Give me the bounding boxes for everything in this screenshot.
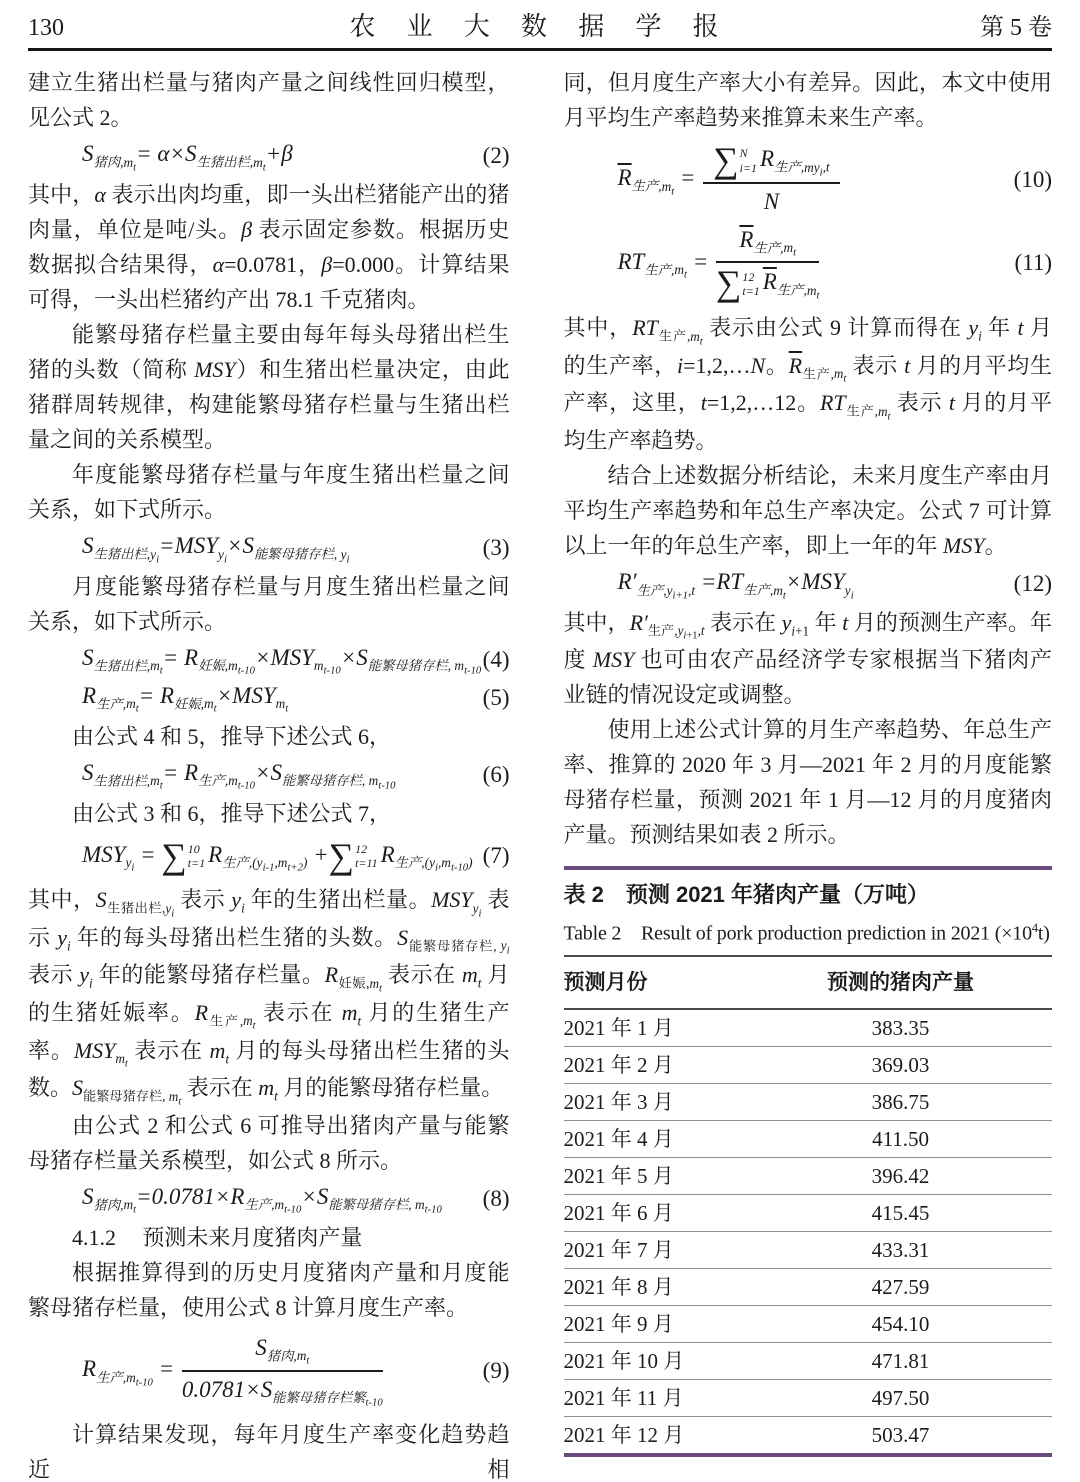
right-column <box>564 65 1053 1482</box>
table-cell-value: 433.31 <box>871 1238 930 1263</box>
equation-9-body: $R_{生产,m_{t-10}}$ = $\frac{S_{猪肉,m_t}}{0.0781\times S_{能繁母猪存栏繁_{t-10}}}$ <box>82 1334 383 1409</box>
table-cell-value: 396.42 <box>871 1164 930 1189</box>
table-cell-month: 2021 年 5 月 <box>563 1164 674 1189</box>
equation-6-number: (6) <box>482 761 510 787</box>
equation-6 <box>28 758 510 792</box>
section-heading-4-1-2 <box>28 1220 510 1255</box>
table-cell-month: 2021 年 11 月 <box>563 1386 684 1411</box>
table-cell-month: 2021 年 7 月 <box>563 1238 674 1263</box>
paragraph: 由公式 2 和公式 6 可推导出猪肉产量与能繁母猪存栏量关系模型，如公式 8 所示。 <box>28 1112 510 1173</box>
paragraph: 同，但月度生产率大小有差异。因此，本文中使用月平均生产率趋势来推算未来生产率。 <box>563 70 1052 130</box>
equation-12-number: (12) <box>1013 570 1052 596</box>
table-row <box>564 1232 1053 1269</box>
section-number: 4.1.2 <box>72 1224 116 1250</box>
paragraph: 根据推算得到的历史月度猪肉产量和月度能繁母猪存栏量，使用公式 8 计算月度生产率。 <box>28 1259 510 1320</box>
table-header-value: 预测的猪肉产量 <box>827 971 975 995</box>
table-2 <box>564 866 1053 1457</box>
table-cell-value: 383.35 <box>871 1016 930 1041</box>
equation-10 <box>564 140 1053 217</box>
equation-11-number: (11) <box>1014 250 1052 276</box>
table-row <box>564 1158 1053 1195</box>
equation-8-number: (8) <box>482 1185 510 1211</box>
table-cell-value: 386.75 <box>871 1090 930 1115</box>
table-row <box>564 1269 1053 1306</box>
table-cell-month: 2021 年 9 月 <box>563 1312 674 1337</box>
equation-7-body: $MSY_{y_i}$ = ∑ 10 t=1 $R_{生产,(y_{i-1},m_{t+2})}$ + ∑ 12 t=11 $R_{生产,(y_i,m_{t-10})}$ <box>82 835 473 876</box>
table-row <box>564 1121 1053 1158</box>
equation-7-number: (7) <box>482 843 510 869</box>
equation-12-body: $R'_{生产,y_{i+1},t} =RT_{生产,m_t}\times MSY_{y_i}$ <box>617 568 854 602</box>
table-row <box>564 1010 1053 1047</box>
pork-table-rows <box>564 1010 1053 1453</box>
table-cell-value: 471.81 <box>871 1349 930 1374</box>
equation-9-number: (9) <box>482 1357 510 1383</box>
journal-title: 农 业 大 数 据 学 报 <box>349 11 731 41</box>
paragraph: 其中，$RT_{生产,m_t}$ 表示由公式 9 计算而得在 $y_i$ 年 t 月的生产率，i=1,2,…N。$\overline{R}_{生产,m_t}$ 表示 t 月的月平均生产率，这里，t=1,2,…12。$RT_{生产,m_t}$ 表示 t 月的月平均生产率趋势。 <box>563 315 1052 453</box>
paragraph: 计算结果发现，每年月度生产率变化趋势趋近相 <box>28 1421 510 1482</box>
two-column-body <box>28 65 1052 1482</box>
table-cell-value: 503.47 <box>871 1423 930 1448</box>
paragraph: 其中，$R'_{生产,y_{i+1},t}$ 表示在 $y_{i+1}$ 年 t 月的预测生产率。年度 MSY 也可由农产品经济学专家根据当下猪肉产业链的情况设定或调整。 <box>563 609 1052 708</box>
table-cell-month: 2021 年 6 月 <box>563 1201 674 1226</box>
head-rule <box>28 48 1052 51</box>
equation-3-number: (3) <box>482 534 510 560</box>
equation-8-body: $S_{猪肉,m_t}=0.0781\times R_{生产,m_{t-10}}\times S_{能繁母猪存栏, m_{t-10}}$ <box>82 1183 442 1217</box>
paragraph: 年度能繁母猪存栏量与年度生猪出栏量之间关系，如下式所示。 <box>28 461 510 522</box>
paragraph: 月度能繁母猪存栏量与月度生猪出栏量之间关系，如下式所示。 <box>28 573 510 634</box>
table-cell-value: 369.03 <box>871 1053 930 1078</box>
table-row <box>564 1084 1053 1121</box>
table-cell-month: 2021 年 10 月 <box>563 1349 685 1374</box>
volume-number: 第 5 卷 <box>980 15 1052 41</box>
table-cell-month: 2021 年 2 月 <box>563 1053 674 1078</box>
running-head <box>28 6 1052 44</box>
equation-12 <box>564 567 1053 601</box>
equation-4-number: (4) <box>482 646 510 672</box>
table-caption-zh: 表 2 预测 2021 年猪肉产量（万吨） <box>563 882 930 908</box>
equation-5 <box>28 681 510 715</box>
section-title: 预测未来月度猪肉产量 <box>142 1224 363 1250</box>
equation-2-number: (2) <box>482 143 510 169</box>
table-header-row <box>564 955 1053 1010</box>
equation-4 <box>28 643 510 677</box>
equation-4-body: $S_{生猪出栏,m_t}= R_{妊娠,m_{t-10}}\times MSY_{m_{t-10}}\times S_{能繁母猪存栏, m_{t-10}}$ <box>82 644 482 678</box>
equation-11-body: $RT_{生产,m_t}$ = $\overline{R}_{生产,m_t}$ ∑ 12 t=1 $\overline{R}_{生产,m_t}$ <box>617 226 820 304</box>
table-cell-value: 497.50 <box>871 1386 930 1411</box>
left-column <box>28 65 510 1482</box>
paragraph: 使用上述公式计算的月生产率趋势、年总生产率、推算的 2020 年 3 月—2021 年 2 月的月度能繁母猪存栏量，预测 2021 年 1 月—12 月的月度猪肉产量。预测结果如表 2 所示。 <box>563 717 1052 848</box>
equation-2 <box>28 139 510 173</box>
table-row <box>564 1195 1053 1232</box>
paragraph: 结合上述数据分析结论，未来月度生产率由月平均生产率趋势和年总生产率决定。公式 7 可计算以上一年的年总生产率，即上一年的年 MSY。 <box>563 462 1052 558</box>
table-row <box>564 1343 1053 1380</box>
table-cell-month: 2021 年 12 月 <box>563 1423 685 1448</box>
table-cell-value: 411.50 <box>872 1127 930 1152</box>
table-cell-month: 2021 年 1 月 <box>563 1016 674 1041</box>
equation-3 <box>28 531 510 565</box>
table-header-month: 预测月份 <box>563 971 648 995</box>
table-row <box>564 1306 1053 1343</box>
table-cell-month: 2021 年 3 月 <box>563 1090 674 1115</box>
table-cell-month: 2021 年 4 月 <box>563 1127 674 1152</box>
equation-5-number: (5) <box>482 684 510 710</box>
paragraph: 由公式 4 和 5，推导下述公式 6， <box>72 723 392 749</box>
equation-2-body: $S_{猪肉,m_t}= \alpha\times S_{生猪出栏,m_t}+\beta$ <box>82 141 293 174</box>
table-row <box>564 1417 1053 1453</box>
table-row <box>564 1380 1053 1417</box>
equation-10-body: $\overline{R}_{生产,m_t}$ = ∑ N i=1 $R_{生产,my_i,t}$ N <box>618 143 842 217</box>
equation-6-body: $S_{生猪出栏,m_t}= R_{生产,m_{t-10}}\times S_{能繁母猪存栏, m_{t-10}}$ <box>82 759 396 792</box>
equation-11 <box>564 225 1053 303</box>
table-row <box>564 1047 1053 1084</box>
equation-9 <box>28 1333 510 1409</box>
equation-5-body: $R_{生产,m_t}= R_{妊娠,m_t}\times MSY_{m_t}$ <box>82 682 289 716</box>
table-cell-value: 415.45 <box>871 1201 930 1226</box>
equation-3-body: $S_{生猪出栏,y_i}=MSY_{y_i}\times S_{能繁母猪存栏, y_i}$ <box>82 532 350 566</box>
equation-8 <box>28 1182 510 1216</box>
paragraph: 由公式 3 和 6，推导下述公式 7， <box>72 800 392 826</box>
page-number: 130 <box>28 15 64 41</box>
table-cell-value: 454.10 <box>871 1312 930 1337</box>
table-cell-value: 427.59 <box>871 1275 930 1300</box>
table-cell-month: 2021 年 8 月 <box>563 1275 674 1300</box>
paragraph: 其中，$S_{生猪出栏,y_i}$ 表示 $y_i$ 年的生猪出栏量。$MSY_{y_i}$ 表示 $y_i$ 年的每头母猪出栏生猪的头数。$S_{能繁母猪存栏, y_i}$ 表示 $y_i$ 年的能繁母猪存栏量。$R_{妊娠,m_t}$ 表示在 $m_t$ 月的生猪妊娠率。$R_{生产,m_t}$ 表示在 $m_t$ 月的生猪生产率。$MSY_{m_t}$ 表示在 $m_t$ 月的每头母猪出栏生猪的头数。$S_{能繁母猪存栏, m_t}$ 表示在 $m_t$ 月的能繁母猪存栏量。 <box>28 887 510 1108</box>
paragraph: 建立生猪出栏量与猪肉产量之间线性回归模型，见公式 2。 <box>28 70 510 130</box>
equation-7 <box>28 835 510 876</box>
equation-10-number: (10) <box>1013 166 1052 192</box>
paragraph: 其中，α 表示出肉均重，即一头出栏猪能产出的猪肉量，单位是吨/头。β 表示固定参数。根据历史数据拟合结果得，α=0.0781，β=0.000。计算结果可得，一头出栏猪约产出 78.1 千克猪肉。 <box>28 181 510 312</box>
table-caption-en: Table 2 Result of pork production prediction in 2021 $(\times 10^4t)$ <box>563 921 1050 946</box>
paragraph: 能繁母猪存栏量主要由每年每头母猪出栏生猪的头数（简称 MSY）和生猪出栏量决定，由此猪群周转规律，构建能繁母猪存栏量与生猪出栏量之间的关系模型。 <box>28 321 510 452</box>
